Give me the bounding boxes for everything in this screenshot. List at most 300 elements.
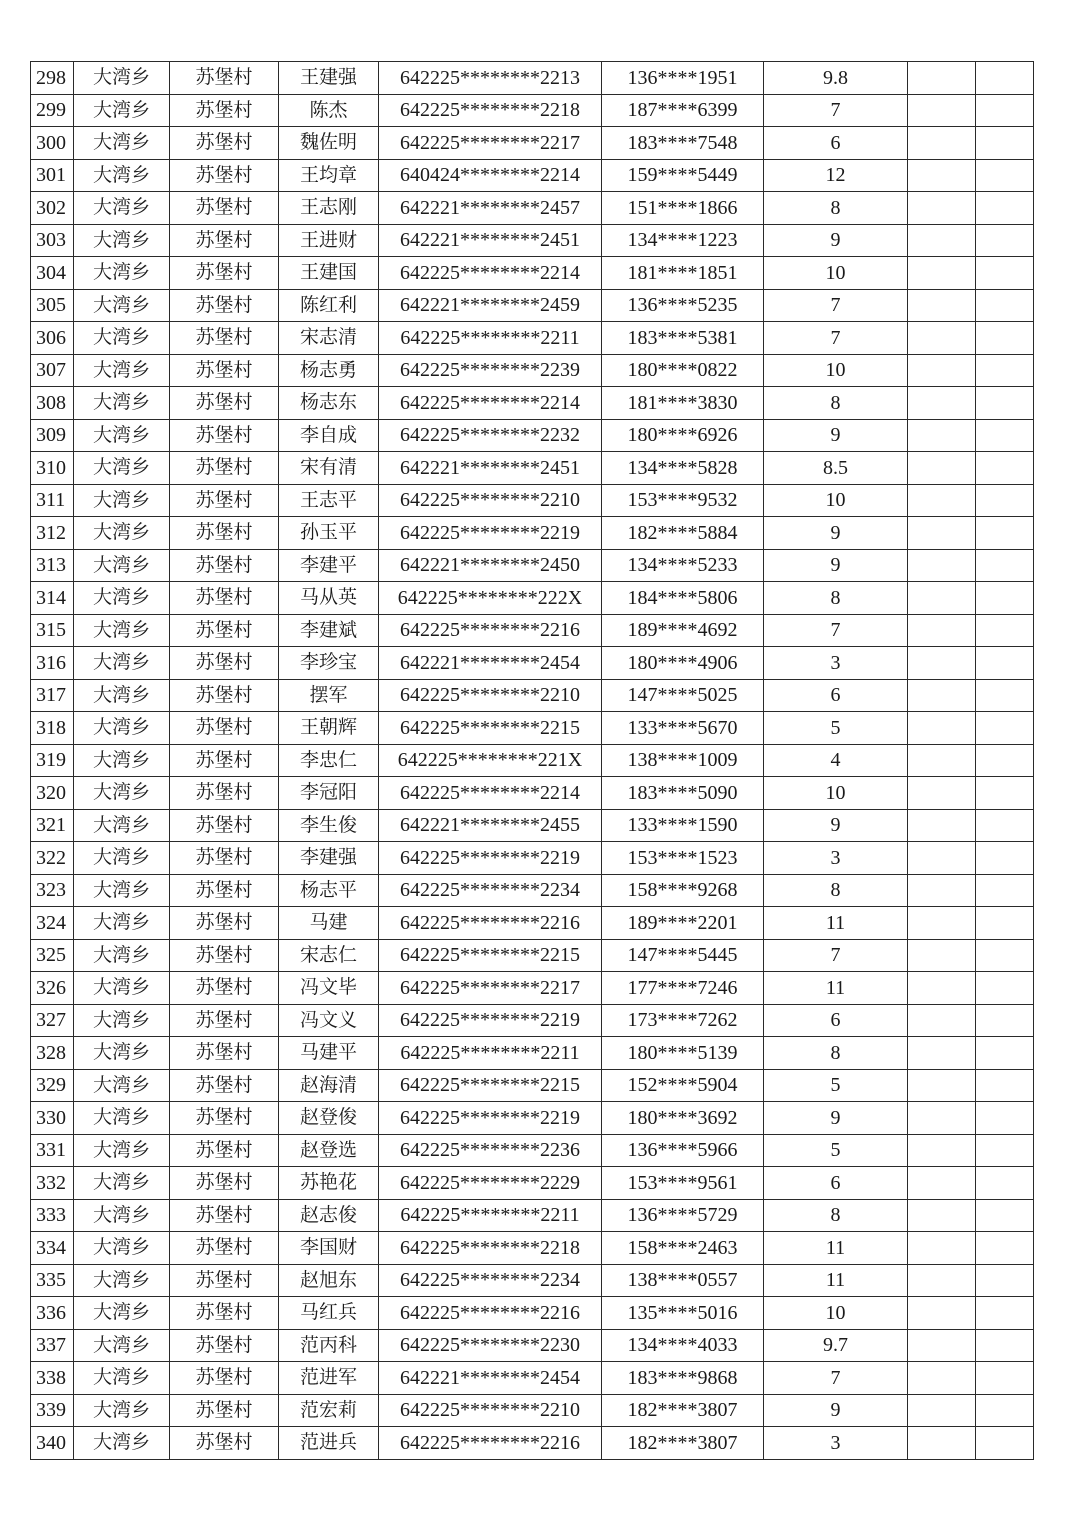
row-number-cell: 323 [31, 874, 74, 907]
person-name-cell: 魏佐明 [279, 127, 379, 160]
row-number-cell: 298 [31, 62, 74, 95]
village-cell: 苏堡村 [170, 939, 279, 972]
row-number-cell: 307 [31, 354, 74, 387]
township-cell: 大湾乡 [74, 1264, 170, 1297]
township-cell: 大湾乡 [74, 842, 170, 875]
phone-cell: 136****5729 [602, 1199, 764, 1232]
phone-cell: 136****5966 [602, 1134, 764, 1167]
township-cell: 大湾乡 [74, 62, 170, 95]
township-cell: 大湾乡 [74, 387, 170, 420]
phone-cell: 158****9268 [602, 874, 764, 907]
township-cell: 大湾乡 [74, 939, 170, 972]
village-cell: 苏堡村 [170, 1134, 279, 1167]
blank-cell [976, 1329, 1034, 1362]
phone-cell: 182****3807 [602, 1427, 764, 1460]
amount-cell: 10 [764, 484, 908, 517]
blank-cell [908, 387, 976, 420]
table-row [31, 744, 1034, 777]
amount-cell: 9 [764, 809, 908, 842]
township-cell: 大湾乡 [74, 1297, 170, 1330]
id-number-cell: 642221********2451 [379, 224, 602, 257]
village-cell: 苏堡村 [170, 1394, 279, 1427]
table-row [31, 192, 1034, 225]
row-number-cell: 321 [31, 809, 74, 842]
township-cell: 大湾乡 [74, 1199, 170, 1232]
township-cell: 大湾乡 [74, 777, 170, 810]
blank-cell [976, 517, 1034, 550]
table-row [31, 1199, 1034, 1232]
amount-cell: 7 [764, 1362, 908, 1395]
blank-cell [976, 809, 1034, 842]
blank-cell [976, 1102, 1034, 1135]
row-number-cell: 312 [31, 517, 74, 550]
row-number-cell: 328 [31, 1037, 74, 1070]
amount-cell: 11 [764, 907, 908, 940]
phone-cell: 138****0557 [602, 1264, 764, 1297]
phone-cell: 184****5806 [602, 582, 764, 615]
blank-cell [976, 549, 1034, 582]
person-name-cell: 陈杰 [279, 94, 379, 127]
id-number-cell: 642221********2454 [379, 1362, 602, 1395]
row-number-cell: 322 [31, 842, 74, 875]
person-name-cell: 冯文义 [279, 1004, 379, 1037]
id-number-cell: 642225********2215 [379, 939, 602, 972]
blank-cell [976, 582, 1034, 615]
blank-cell [908, 159, 976, 192]
person-name-cell: 王志刚 [279, 192, 379, 225]
table-row [31, 1362, 1034, 1395]
village-cell: 苏堡村 [170, 1264, 279, 1297]
village-cell: 苏堡村 [170, 452, 279, 485]
phone-cell: 134****5233 [602, 549, 764, 582]
blank-cell [976, 874, 1034, 907]
person-name-cell: 宋有清 [279, 452, 379, 485]
blank-cell [908, 1362, 976, 1395]
person-name-cell: 苏艳花 [279, 1167, 379, 1200]
table-row [31, 322, 1034, 355]
row-number-cell: 329 [31, 1069, 74, 1102]
row-number-cell: 309 [31, 419, 74, 452]
table-row [31, 939, 1034, 972]
village-cell: 苏堡村 [170, 289, 279, 322]
village-cell: 苏堡村 [170, 777, 279, 810]
person-name-cell: 李国财 [279, 1232, 379, 1265]
village-cell: 苏堡村 [170, 809, 279, 842]
table-row [31, 874, 1034, 907]
person-name-cell: 马红兵 [279, 1297, 379, 1330]
village-cell: 苏堡村 [170, 1232, 279, 1265]
phone-cell: 153****1523 [602, 842, 764, 875]
table-row [31, 159, 1034, 192]
id-number-cell: 642225********2216 [379, 907, 602, 940]
township-cell: 大湾乡 [74, 419, 170, 452]
table-row [31, 777, 1034, 810]
id-number-cell: 642225********2219 [379, 1004, 602, 1037]
table-row [31, 1232, 1034, 1265]
person-name-cell: 宋志仁 [279, 939, 379, 972]
amount-cell: 11 [764, 1264, 908, 1297]
amount-cell: 7 [764, 614, 908, 647]
village-cell: 苏堡村 [170, 257, 279, 290]
id-number-cell: 642221********2450 [379, 549, 602, 582]
person-name-cell: 王进财 [279, 224, 379, 257]
amount-cell: 9 [764, 549, 908, 582]
village-cell: 苏堡村 [170, 972, 279, 1005]
phone-cell: 153****9532 [602, 484, 764, 517]
row-number-cell: 326 [31, 972, 74, 1005]
township-cell: 大湾乡 [74, 1394, 170, 1427]
blank-cell [976, 1362, 1034, 1395]
phone-cell: 180****0822 [602, 354, 764, 387]
table-row [31, 94, 1034, 127]
row-number-cell: 337 [31, 1329, 74, 1362]
blank-cell [976, 712, 1034, 745]
amount-cell: 10 [764, 257, 908, 290]
person-name-cell: 李忠仁 [279, 744, 379, 777]
person-name-cell: 赵海清 [279, 1069, 379, 1102]
table-row [31, 1297, 1034, 1330]
blank-cell [976, 62, 1034, 95]
village-cell: 苏堡村 [170, 1102, 279, 1135]
phone-cell: 181****3830 [602, 387, 764, 420]
blank-cell [976, 842, 1034, 875]
blank-cell [976, 1069, 1034, 1102]
row-number-cell: 335 [31, 1264, 74, 1297]
village-cell: 苏堡村 [170, 354, 279, 387]
blank-cell [976, 1037, 1034, 1070]
township-cell: 大湾乡 [74, 549, 170, 582]
amount-cell: 6 [764, 1004, 908, 1037]
phone-cell: 151****1866 [602, 192, 764, 225]
township-cell: 大湾乡 [74, 322, 170, 355]
township-cell: 大湾乡 [74, 744, 170, 777]
village-cell: 苏堡村 [170, 484, 279, 517]
row-number-cell: 300 [31, 127, 74, 160]
id-number-cell: 642225********2215 [379, 712, 602, 745]
township-cell: 大湾乡 [74, 874, 170, 907]
blank-cell [908, 679, 976, 712]
table-row [31, 1394, 1034, 1427]
phone-cell: 133****5670 [602, 712, 764, 745]
amount-cell: 6 [764, 679, 908, 712]
id-number-cell: 642221********2451 [379, 452, 602, 485]
township-cell: 大湾乡 [74, 1167, 170, 1200]
village-cell: 苏堡村 [170, 744, 279, 777]
blank-cell [908, 517, 976, 550]
id-number-cell: 640424********2214 [379, 159, 602, 192]
person-name-cell: 范宏莉 [279, 1394, 379, 1427]
person-name-cell: 王建国 [279, 257, 379, 290]
id-number-cell: 642225********2214 [379, 257, 602, 290]
person-name-cell: 王朝辉 [279, 712, 379, 745]
table-row [31, 907, 1034, 940]
blank-cell [908, 127, 976, 160]
blank-cell [976, 647, 1034, 680]
phone-cell: 136****5235 [602, 289, 764, 322]
person-name-cell: 范进军 [279, 1362, 379, 1395]
township-cell: 大湾乡 [74, 1004, 170, 1037]
blank-cell [976, 1394, 1034, 1427]
village-cell: 苏堡村 [170, 94, 279, 127]
village-cell: 苏堡村 [170, 127, 279, 160]
phone-cell: 159****5449 [602, 159, 764, 192]
village-cell: 苏堡村 [170, 842, 279, 875]
id-number-cell: 642225********2211 [379, 1037, 602, 1070]
village-cell: 苏堡村 [170, 224, 279, 257]
township-cell: 大湾乡 [74, 1427, 170, 1460]
row-number-cell: 336 [31, 1297, 74, 1330]
township-cell: 大湾乡 [74, 809, 170, 842]
township-cell: 大湾乡 [74, 614, 170, 647]
roster-rows [31, 62, 1034, 1460]
table-row [31, 582, 1034, 615]
blank-cell [908, 289, 976, 322]
amount-cell: 8 [764, 192, 908, 225]
village-cell: 苏堡村 [170, 1362, 279, 1395]
township-cell: 大湾乡 [74, 354, 170, 387]
table-row [31, 127, 1034, 160]
township-cell: 大湾乡 [74, 517, 170, 550]
table-row [31, 809, 1034, 842]
amount-cell: 8 [764, 387, 908, 420]
table-row [31, 1427, 1034, 1460]
row-number-cell: 302 [31, 192, 74, 225]
blank-cell [908, 1264, 976, 1297]
blank-cell [976, 777, 1034, 810]
person-name-cell: 李冠阳 [279, 777, 379, 810]
table-row [31, 484, 1034, 517]
phone-cell: 180****4906 [602, 647, 764, 680]
blank-cell [908, 192, 976, 225]
amount-cell: 8 [764, 582, 908, 615]
blank-cell [976, 257, 1034, 290]
person-name-cell: 李珍宝 [279, 647, 379, 680]
person-name-cell: 李建斌 [279, 614, 379, 647]
amount-cell: 10 [764, 1297, 908, 1330]
id-number-cell: 642225********2217 [379, 127, 602, 160]
amount-cell: 7 [764, 939, 908, 972]
phone-cell: 183****7548 [602, 127, 764, 160]
id-number-cell: 642225********2219 [379, 842, 602, 875]
row-number-cell: 320 [31, 777, 74, 810]
table-row [31, 517, 1034, 550]
person-name-cell: 王建强 [279, 62, 379, 95]
township-cell: 大湾乡 [74, 1329, 170, 1362]
id-number-cell: 642225********2210 [379, 484, 602, 517]
village-cell: 苏堡村 [170, 874, 279, 907]
phone-cell: 183****5381 [602, 322, 764, 355]
blank-cell [976, 1232, 1034, 1265]
amount-cell: 5 [764, 1069, 908, 1102]
village-cell: 苏堡村 [170, 517, 279, 550]
row-number-cell: 316 [31, 647, 74, 680]
blank-cell [908, 972, 976, 1005]
amount-cell: 8.5 [764, 452, 908, 485]
table-row [31, 257, 1034, 290]
id-number-cell: 642225********2216 [379, 1297, 602, 1330]
blank-cell [908, 842, 976, 875]
table-row [31, 1004, 1034, 1037]
village-cell: 苏堡村 [170, 679, 279, 712]
table-row [31, 647, 1034, 680]
blank-cell [976, 1167, 1034, 1200]
township-cell: 大湾乡 [74, 1037, 170, 1070]
table-row [31, 1329, 1034, 1362]
amount-cell: 9 [764, 517, 908, 550]
table-row [31, 1069, 1034, 1102]
village-cell: 苏堡村 [170, 549, 279, 582]
phone-cell: 189****4692 [602, 614, 764, 647]
township-cell: 大湾乡 [74, 647, 170, 680]
phone-cell: 180****6926 [602, 419, 764, 452]
amount-cell: 7 [764, 322, 908, 355]
amount-cell: 10 [764, 354, 908, 387]
amount-cell: 9 [764, 419, 908, 452]
id-number-cell: 642225********2210 [379, 679, 602, 712]
blank-cell [908, 1427, 976, 1460]
blank-cell [908, 1069, 976, 1102]
id-number-cell: 642225********2215 [379, 1069, 602, 1102]
township-cell: 大湾乡 [74, 127, 170, 160]
table-row [31, 614, 1034, 647]
amount-cell: 8 [764, 1199, 908, 1232]
village-cell: 苏堡村 [170, 192, 279, 225]
amount-cell: 11 [764, 972, 908, 1005]
blank-cell [976, 322, 1034, 355]
amount-cell: 9 [764, 224, 908, 257]
blank-cell [908, 939, 976, 972]
person-name-cell: 赵登选 [279, 1134, 379, 1167]
amount-cell: 4 [764, 744, 908, 777]
village-cell: 苏堡村 [170, 62, 279, 95]
row-number-cell: 318 [31, 712, 74, 745]
table-row [31, 419, 1034, 452]
blank-cell [908, 419, 976, 452]
township-cell: 大湾乡 [74, 1362, 170, 1395]
phone-cell: 189****2201 [602, 907, 764, 940]
id-number-cell: 642225********2214 [379, 777, 602, 810]
person-name-cell: 王志平 [279, 484, 379, 517]
id-number-cell: 642225********2211 [379, 1199, 602, 1232]
table-row [31, 679, 1034, 712]
blank-cell [908, 1134, 976, 1167]
amount-cell: 5 [764, 1134, 908, 1167]
id-number-cell: 642225********2230 [379, 1329, 602, 1362]
phone-cell: 135****5016 [602, 1297, 764, 1330]
blank-cell [976, 354, 1034, 387]
phone-cell: 177****7246 [602, 972, 764, 1005]
phone-cell: 134****5828 [602, 452, 764, 485]
township-cell: 大湾乡 [74, 712, 170, 745]
blank-cell [908, 712, 976, 745]
table-row [31, 1134, 1034, 1167]
id-number-cell: 642221********2455 [379, 809, 602, 842]
row-number-cell: 310 [31, 452, 74, 485]
blank-cell [908, 1199, 976, 1232]
amount-cell: 9.7 [764, 1329, 908, 1362]
row-number-cell: 313 [31, 549, 74, 582]
blank-cell [908, 322, 976, 355]
person-name-cell: 赵志俊 [279, 1199, 379, 1232]
person-name-cell: 李自成 [279, 419, 379, 452]
blank-cell [976, 159, 1034, 192]
amount-cell: 3 [764, 1427, 908, 1460]
blank-cell [908, 1329, 976, 1362]
blank-cell [908, 582, 976, 615]
row-number-cell: 301 [31, 159, 74, 192]
id-number-cell: 642225********2232 [379, 419, 602, 452]
blank-cell [908, 452, 976, 485]
blank-cell [976, 484, 1034, 517]
village-cell: 苏堡村 [170, 907, 279, 940]
township-cell: 大湾乡 [74, 1102, 170, 1135]
blank-cell [908, 257, 976, 290]
township-cell: 大湾乡 [74, 907, 170, 940]
table-row [31, 1167, 1034, 1200]
village-cell: 苏堡村 [170, 1427, 279, 1460]
person-name-cell: 陈红利 [279, 289, 379, 322]
table-row [31, 452, 1034, 485]
amount-cell: 11 [764, 1232, 908, 1265]
township-cell: 大湾乡 [74, 452, 170, 485]
amount-cell: 3 [764, 842, 908, 875]
amount-cell: 3 [764, 647, 908, 680]
blank-cell [976, 94, 1034, 127]
village-cell: 苏堡村 [170, 419, 279, 452]
phone-cell: 180****3692 [602, 1102, 764, 1135]
person-name-cell: 范进兵 [279, 1427, 379, 1460]
row-number-cell: 339 [31, 1394, 74, 1427]
row-number-cell: 315 [31, 614, 74, 647]
id-number-cell: 642225********2229 [379, 1167, 602, 1200]
amount-cell: 8 [764, 1037, 908, 1070]
phone-cell: 147****5025 [602, 679, 764, 712]
blank-cell [976, 744, 1034, 777]
village-cell: 苏堡村 [170, 1004, 279, 1037]
person-name-cell: 杨志勇 [279, 354, 379, 387]
person-name-cell: 李建强 [279, 842, 379, 875]
township-cell: 大湾乡 [74, 224, 170, 257]
id-number-cell: 642221********2454 [379, 647, 602, 680]
blank-cell [976, 289, 1034, 322]
phone-cell: 133****1590 [602, 809, 764, 842]
phone-cell: 147****5445 [602, 939, 764, 972]
blank-cell [976, 972, 1034, 1005]
blank-cell [976, 419, 1034, 452]
id-number-cell: 642225********2218 [379, 94, 602, 127]
township-cell: 大湾乡 [74, 289, 170, 322]
township-cell: 大湾乡 [74, 1069, 170, 1102]
phone-cell: 182****5884 [602, 517, 764, 550]
blank-cell [976, 192, 1034, 225]
id-number-cell: 642225********2239 [379, 354, 602, 387]
phone-cell: 183****9868 [602, 1362, 764, 1395]
blank-cell [908, 1102, 976, 1135]
village-cell: 苏堡村 [170, 582, 279, 615]
row-number-cell: 334 [31, 1232, 74, 1265]
village-cell: 苏堡村 [170, 647, 279, 680]
blank-cell [908, 647, 976, 680]
table-row [31, 387, 1034, 420]
person-name-cell: 范丙科 [279, 1329, 379, 1362]
phone-cell: 138****1009 [602, 744, 764, 777]
blank-cell [908, 744, 976, 777]
id-number-cell: 642225********2216 [379, 614, 602, 647]
id-number-cell: 642225********2211 [379, 322, 602, 355]
township-cell: 大湾乡 [74, 484, 170, 517]
blank-cell [908, 874, 976, 907]
row-number-cell: 299 [31, 94, 74, 127]
